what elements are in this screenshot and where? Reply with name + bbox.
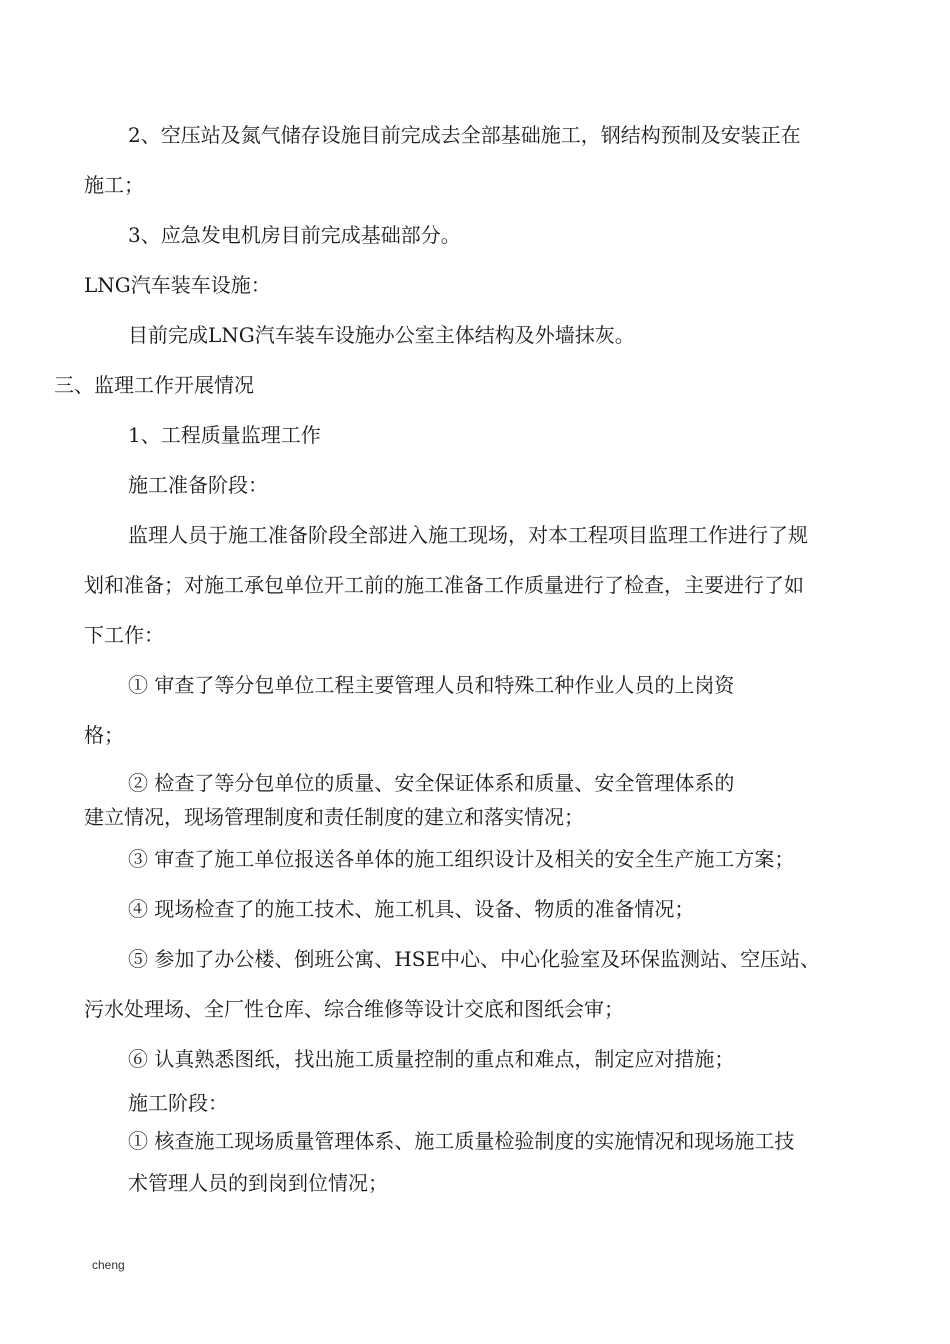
section-label: LNG汽车装车设施：	[84, 273, 271, 297]
list-item-line: ① 审查了等分包单位工程主要管理人员和特殊工种作业人员的上岗资	[128, 673, 735, 697]
paragraph-line: 下工作：	[84, 623, 164, 647]
paragraph-line: 施工；	[84, 173, 144, 197]
paragraph-line: 目前完成LNG汽车装车设施办公室主体结构及外墙抹灰。	[128, 323, 635, 347]
list-item-line: 术管理人员的到岗到位情况；	[128, 1171, 388, 1195]
list-item-line: ③ 审查了施工单位报送各单体的施工组织设计及相关的安全生产施工方案；	[128, 847, 795, 871]
list-item-line: 格；	[84, 723, 124, 747]
paragraph-line: 划和准备；对施工承包单位开工前的施工准备工作质量进行了检查，主要进行了如	[84, 573, 804, 597]
section-heading: 三、监理工作开展情况	[54, 373, 254, 397]
list-item-line: ⑥ 认真熟悉图纸，找出施工质量控制的重点和难点，制定应对措施；	[128, 1047, 735, 1071]
subsection-heading: 1、工程质量监理工作	[128, 423, 321, 447]
paragraph-line: 监理人员于施工准备阶段全部进入施工现场，对本工程项目监理工作进行了规	[128, 523, 808, 547]
paragraph-line: 2、空压站及氮气储存设施目前完成去全部基础施工，钢结构预制及安装正在	[128, 123, 801, 147]
paragraph-line: 3、应急发电机房目前完成基础部分。	[128, 223, 461, 247]
page-footer: cheng	[92, 1258, 125, 1272]
stage-label: 施工阶段：	[128, 1091, 228, 1115]
list-item-line: 建立情况，现场管理制度和责任制度的建立和落实情况；	[84, 805, 584, 829]
list-item-line: ② 检查了等分包单位的质量、安全保证体系和质量、安全管理体系的	[128, 771, 735, 795]
list-item-line: ① 核查施工现场质量管理体系、施工质量检验制度的实施情况和现场施工技	[128, 1129, 795, 1153]
list-item-line: ⑤ 参加了办公楼、倒班公寓、HSE中心、中心化验室及环保监测站、空压站、	[128, 947, 821, 971]
stage-label: 施工准备阶段：	[128, 473, 268, 497]
list-item-line: 污水处理场、全厂性仓库、综合维修等设计交底和图纸会审；	[84, 997, 624, 1021]
list-item-line: ④ 现场检查了的施工技术、施工机具、设备、物质的准备情况；	[128, 897, 695, 921]
